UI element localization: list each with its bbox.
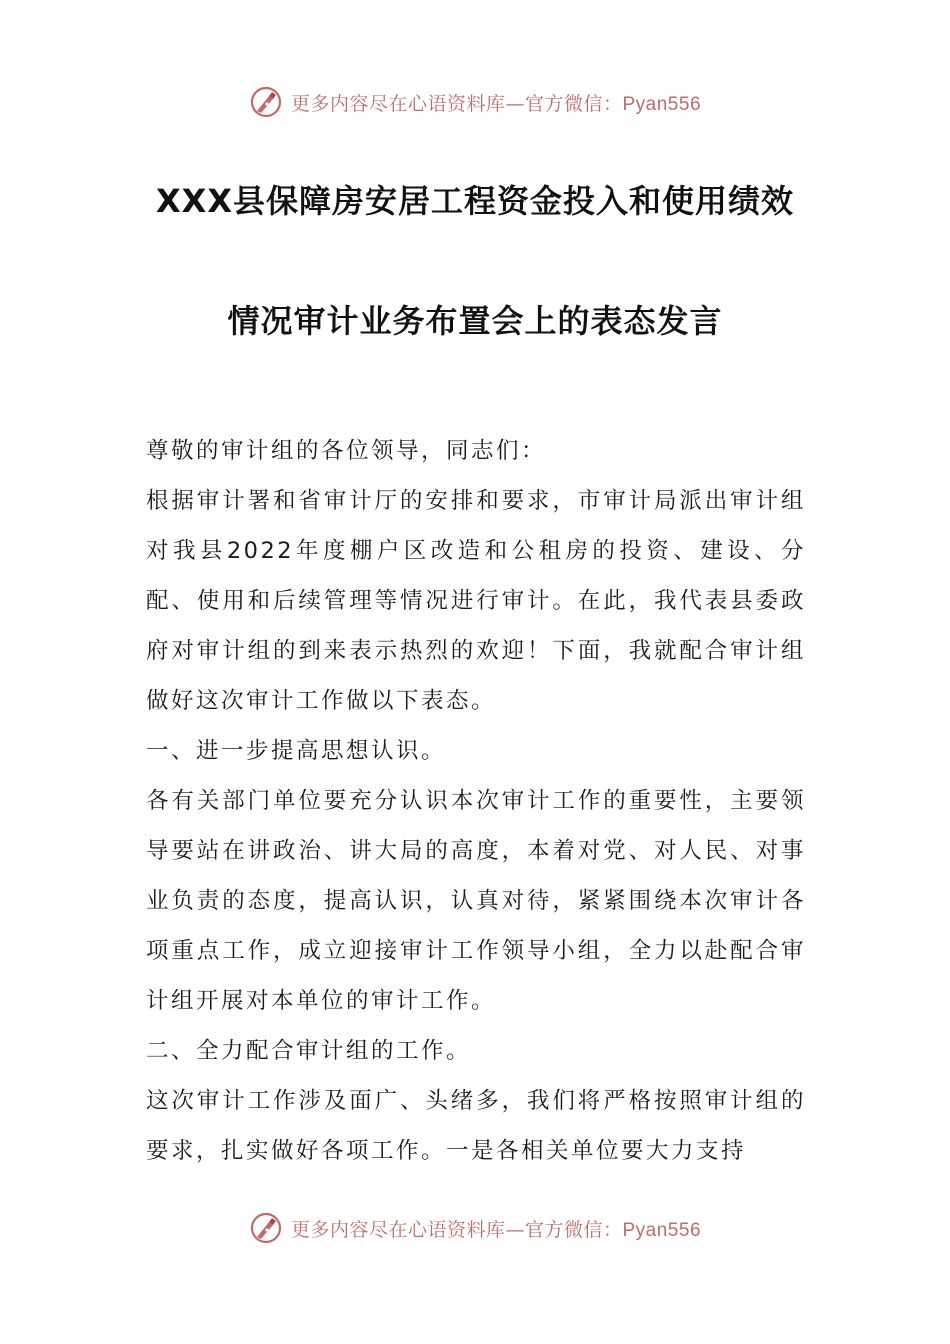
document-title-line-1: XXX县保障房安居工程资金投入和使用绩效	[155, 182, 795, 220]
watermark-banner-bottom	[0, 1208, 950, 1248]
section-heading-2: 二、全力配合审计组的工作。	[146, 1038, 472, 1064]
paragraph-section-1: 各有关部门单位要充分认识本次审计工作的重要性，主要领导要站在讲政治、讲大局的高度，本着对党、对人民、对事业负责的态度，提高认识，认真对待，紧紧围绕本次审计各项重点工作，成立迎接审计工作领导小组，全力以赴配合审计组开展对本单位的审计工作。	[146, 788, 806, 1014]
watermark-wechat-id: Pyan556	[622, 93, 702, 115]
paragraph-salutation: 尊敬的审计组的各位领导，同志们：	[146, 438, 547, 464]
watermark-text: 更多内容尽在心语资料库—官方微信：Pyan556	[290, 92, 702, 115]
paragraph-section-2: 这次审计工作涉及面广、头绪多，我们将严格按照审计组的要求，扎实做好各项工作。一是各相关单位要大力支持	[146, 1088, 806, 1164]
paragraph-intro: 根据审计署和省审计厅的安排和要求，市审计局派出审计组对我县2022年度棚户区改造和公租房的投资、建设、分配、使用和后续管理等情况进行审计。在此，我代表县委政府对审计组的到来表示热烈的欢迎！下面，我就配合审计组做好这次审计工作做以下表态。	[146, 488, 806, 714]
watermark-banner-top	[0, 82, 950, 122]
pen-nib-icon	[249, 1211, 283, 1245]
pen-nib-icon	[249, 85, 283, 119]
watermark-wechat-id: Pyan556	[622, 1219, 702, 1241]
document-title-line-2: 情况审计业务布置会上的表态发言	[227, 302, 723, 340]
watermark-text: 更多内容尽在心语资料库—官方微信：Pyan556	[290, 1218, 702, 1241]
section-heading-1: 一、进一步提高思想认识。	[146, 738, 447, 764]
document-body	[146, 426, 806, 1176]
